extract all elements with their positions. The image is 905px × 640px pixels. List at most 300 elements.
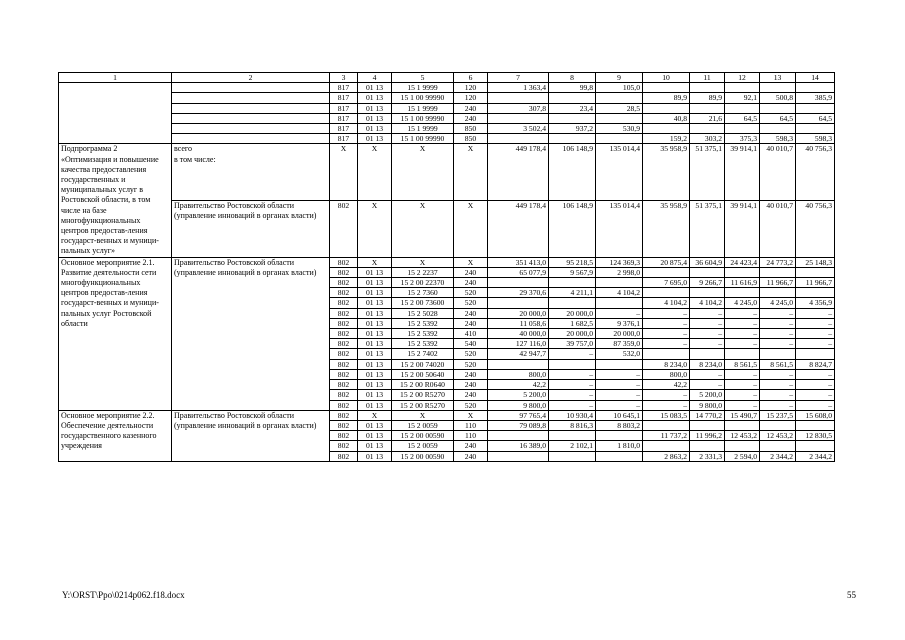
amount-cell <box>549 278 596 288</box>
amount-cell <box>488 451 549 461</box>
amount-cell: 35 958,9 <box>643 144 690 201</box>
expense-type-code: 520 <box>454 288 488 298</box>
amount-cell: 23,4 <box>549 103 596 113</box>
amount-cell: 28,5 <box>596 103 643 113</box>
target-article-code: 15 2 5392 <box>392 318 454 328</box>
amount-cell <box>549 359 596 369</box>
expense-type-code: 120 <box>454 83 488 93</box>
expense-type-code: X <box>454 201 488 258</box>
expense-type-code: 110 <box>454 431 488 441</box>
expense-type-code: 540 <box>454 339 488 349</box>
amount-cell <box>796 441 835 451</box>
section-code: X <box>358 410 392 420</box>
amount-cell <box>690 267 725 277</box>
target-article-code: 15 1 9999 <box>392 124 454 134</box>
amount-cell: – <box>760 318 796 328</box>
column-number-3: 3 <box>330 73 358 83</box>
amount-cell: 106 148,9 <box>549 201 596 258</box>
amount-cell: 40 756,3 <box>796 144 835 201</box>
column-number-13: 13 <box>760 73 796 83</box>
amount-cell: 8 234,0 <box>643 359 690 369</box>
gov-code: 802 <box>330 380 358 390</box>
amount-cell: 14 770,2 <box>690 410 725 420</box>
amount-cell: 16 389,0 <box>488 441 549 451</box>
amount-cell <box>760 124 796 134</box>
amount-cell: 12 453,2 <box>760 431 796 441</box>
expense-type-code: X <box>454 257 488 267</box>
expense-type-code: 240 <box>454 308 488 318</box>
gov-code: 817 <box>330 93 358 103</box>
gov-code: 817 <box>330 83 358 93</box>
table-row <box>59 410 835 420</box>
gov-code: 817 <box>330 134 358 144</box>
section-code: 01 13 <box>358 308 392 318</box>
amount-cell: – <box>643 400 690 410</box>
executor <box>172 124 330 134</box>
amount-cell <box>643 288 690 298</box>
target-article-code: 15 2 0059 <box>392 420 454 430</box>
amount-cell: 500,8 <box>760 93 796 103</box>
amount-cell: 4 211,1 <box>549 288 596 298</box>
amount-cell <box>690 83 725 93</box>
amount-cell: 10 645,1 <box>596 410 643 420</box>
target-article-code: 15 2 5392 <box>392 329 454 339</box>
amount-cell: 2 594,0 <box>725 451 760 461</box>
amount-cell <box>760 420 796 430</box>
expense-type-code: 240 <box>454 441 488 451</box>
amount-cell: 15 237,5 <box>760 410 796 420</box>
amount-cell: 95 218,5 <box>549 257 596 267</box>
amount-cell: 449 178,4 <box>488 144 549 201</box>
amount-cell: 97 765,4 <box>488 410 549 420</box>
amount-cell: – <box>643 308 690 318</box>
section-code: 01 13 <box>358 380 392 390</box>
gov-code: 802 <box>330 288 358 298</box>
amount-cell: 51 375,1 <box>690 201 725 258</box>
amount-cell: 9 376,1 <box>596 318 643 328</box>
amount-cell: 12 453,2 <box>725 431 760 441</box>
target-article-code: 15 2 00 74020 <box>392 359 454 369</box>
amount-cell <box>549 298 596 308</box>
amount-cell: – <box>796 339 835 349</box>
gov-code: X <box>330 144 358 201</box>
amount-cell: 24 423,4 <box>725 257 760 267</box>
section-code: 01 13 <box>358 329 392 339</box>
gov-code: 802 <box>330 390 358 400</box>
amount-cell: 9 567,9 <box>549 267 596 277</box>
gov-code: 802 <box>330 349 358 359</box>
column-number-7: 7 <box>488 73 549 83</box>
amount-cell <box>549 113 596 123</box>
section-code: 01 13 <box>358 451 392 461</box>
executor <box>172 103 330 113</box>
amount-cell: – <box>690 369 725 379</box>
amount-cell <box>596 93 643 103</box>
amount-cell: 89,9 <box>643 93 690 103</box>
amount-cell: 4 104,2 <box>690 298 725 308</box>
column-number-4: 4 <box>358 73 392 83</box>
expense-type-code: 240 <box>454 369 488 379</box>
amount-cell: 800,0 <box>488 369 549 379</box>
amount-cell: 2 102,1 <box>549 441 596 451</box>
amount-cell: 135 014,4 <box>596 201 643 258</box>
amount-cell: – <box>549 400 596 410</box>
amount-cell: – <box>760 308 796 318</box>
amount-cell: 2 331,3 <box>690 451 725 461</box>
amount-cell: 25 148,3 <box>796 257 835 267</box>
amount-cell: – <box>725 390 760 400</box>
target-article-code: 15 2 00 73600 <box>392 298 454 308</box>
amount-cell: 11 996,2 <box>690 431 725 441</box>
amount-cell: 2 344,2 <box>760 451 796 461</box>
amount-cell: 11 966,7 <box>796 278 835 288</box>
amount-cell <box>488 113 549 123</box>
amount-cell: 9 800,0 <box>690 400 725 410</box>
amount-cell: 87 359,0 <box>596 339 643 349</box>
amount-cell: 2 863,2 <box>643 451 690 461</box>
gov-code: 802 <box>330 267 358 277</box>
amount-cell: 5 200,0 <box>690 390 725 400</box>
expense-type-code: 520 <box>454 298 488 308</box>
executor <box>172 93 330 103</box>
amount-cell: 11 058,6 <box>488 318 549 328</box>
amount-cell <box>796 103 835 113</box>
amount-cell: – <box>596 369 643 379</box>
amount-cell: – <box>725 339 760 349</box>
expense-type-code: 520 <box>454 349 488 359</box>
amount-cell <box>760 83 796 93</box>
amount-cell <box>760 349 796 359</box>
amount-cell <box>549 451 596 461</box>
column-number-11: 11 <box>690 73 725 83</box>
expense-type-code: 240 <box>454 380 488 390</box>
amount-cell <box>643 103 690 113</box>
amount-cell <box>760 103 796 113</box>
amount-cell <box>796 288 835 298</box>
amount-cell: 8 824,7 <box>796 359 835 369</box>
amount-cell <box>549 134 596 144</box>
section-code: 01 13 <box>358 103 392 113</box>
column-number-10: 10 <box>643 73 690 83</box>
target-article-code: X <box>392 257 454 267</box>
target-article-code: 15 2 00 00590 <box>392 451 454 461</box>
target-article-code: 15 2 00 R5270 <box>392 390 454 400</box>
expense-type-code: 240 <box>454 267 488 277</box>
target-article-code: 15 2 5392 <box>392 339 454 349</box>
amount-cell: 106 148,9 <box>549 144 596 201</box>
table-row <box>59 103 835 113</box>
target-article-code: 15 1 00 99990 <box>392 134 454 144</box>
target-article-code: 15 2 2237 <box>392 267 454 277</box>
column-number-5: 5 <box>392 73 454 83</box>
amount-cell: 64,5 <box>725 113 760 123</box>
amount-cell <box>690 288 725 298</box>
gov-code: 802 <box>330 420 358 430</box>
program-name: Основное мероприятие 2.1. Развитие деятельности сети многофункциональных центров предостав-ления государст-венных и муници-пальных услуг Ростовской области <box>59 257 172 410</box>
amount-cell <box>725 124 760 134</box>
amount-cell: – <box>760 329 796 339</box>
gov-code: 802 <box>330 329 358 339</box>
section-code: 01 13 <box>358 267 392 277</box>
section-code: 01 13 <box>358 390 392 400</box>
expense-type-code: X <box>454 144 488 201</box>
expense-type-code: 240 <box>454 113 488 123</box>
amount-cell: 307,8 <box>488 103 549 113</box>
table-row <box>59 134 835 144</box>
gov-code: 802 <box>330 451 358 461</box>
column-number-14: 14 <box>796 73 835 83</box>
amount-cell: – <box>643 390 690 400</box>
budget-table <box>58 72 835 462</box>
program-name: Основное мероприятие 2.2. Обеспечение деятельности государственного казенного учреждения <box>59 410 172 461</box>
amount-cell: 4 245,0 <box>725 298 760 308</box>
expense-type-code: 520 <box>454 359 488 369</box>
amount-cell: 4 104,2 <box>643 298 690 308</box>
amount-cell: – <box>796 380 835 390</box>
amount-cell: – <box>725 380 760 390</box>
amount-cell: – <box>596 380 643 390</box>
amount-cell <box>643 349 690 359</box>
amount-cell: 4 245,0 <box>760 298 796 308</box>
amount-cell <box>643 420 690 430</box>
table-row <box>59 124 835 134</box>
target-article-code: 15 2 7402 <box>392 349 454 359</box>
amount-cell: 40 756,3 <box>796 201 835 258</box>
amount-cell: – <box>796 308 835 318</box>
amount-cell: 3 502,4 <box>488 124 549 134</box>
amount-cell <box>596 451 643 461</box>
amount-cell: 530,9 <box>596 124 643 134</box>
header-row <box>59 73 835 83</box>
amount-cell <box>796 349 835 359</box>
program-name <box>59 83 172 144</box>
amount-cell <box>488 298 549 308</box>
target-article-code: 15 1 9999 <box>392 103 454 113</box>
expense-type-code: 110 <box>454 420 488 430</box>
executor <box>172 83 330 93</box>
amount-cell: 1 810,0 <box>596 441 643 451</box>
amount-cell: 89,9 <box>690 93 725 103</box>
section-code: 01 13 <box>358 359 392 369</box>
amount-cell: 8 234,0 <box>690 359 725 369</box>
gov-code: 802 <box>330 431 358 441</box>
amount-cell: 8 561,5 <box>725 359 760 369</box>
amount-cell <box>690 103 725 113</box>
amount-cell: 99,8 <box>549 83 596 93</box>
amount-cell: 449 178,4 <box>488 201 549 258</box>
section-code: X <box>358 201 392 258</box>
amount-cell: 375,3 <box>725 134 760 144</box>
amount-cell <box>760 288 796 298</box>
amount-cell: 9 266,7 <box>690 278 725 288</box>
executor <box>172 113 330 123</box>
section-code: 01 13 <box>358 339 392 349</box>
amount-cell <box>796 267 835 277</box>
amount-cell: 40,8 <box>643 113 690 123</box>
amount-cell: 79 089,8 <box>488 420 549 430</box>
executor <box>172 134 330 144</box>
section-code: 01 13 <box>358 113 392 123</box>
amount-cell: 351 413,0 <box>488 257 549 267</box>
executor: Правительство Ростовской области (управление инноваций в органах власти) <box>172 201 330 258</box>
amount-cell: – <box>690 339 725 349</box>
expense-type-code: 850 <box>454 124 488 134</box>
amount-cell: 2 344,2 <box>796 451 835 461</box>
amount-cell: – <box>643 339 690 349</box>
amount-cell <box>760 267 796 277</box>
expense-type-code: 520 <box>454 400 488 410</box>
program-name: Подпрограмма 2 «Оптимизация и повышение качества предоставления государственных и муниципальных услуг в Ростовской области, в том числе на базе многофункциональных центров предостав-ления государст-венных и муници-пальных услуг» <box>59 144 172 257</box>
target-article-code: 15 2 5028 <box>392 308 454 318</box>
amount-cell <box>690 124 725 134</box>
amount-cell: 21,6 <box>690 113 725 123</box>
gov-code: 802 <box>330 400 358 410</box>
amount-cell: 29 370,6 <box>488 288 549 298</box>
section-code: 01 13 <box>358 431 392 441</box>
target-article-code: 15 1 00 99990 <box>392 113 454 123</box>
section-code: 01 13 <box>358 441 392 451</box>
amount-cell: 20 000,0 <box>596 329 643 339</box>
amount-cell: 800,0 <box>643 369 690 379</box>
target-article-code: X <box>392 201 454 258</box>
amount-cell: – <box>760 369 796 379</box>
section-code: 01 13 <box>358 400 392 410</box>
section-code: 01 13 <box>358 278 392 288</box>
amount-cell: – <box>596 400 643 410</box>
expense-type-code: 850 <box>454 134 488 144</box>
amount-cell: – <box>690 308 725 318</box>
amount-cell <box>596 359 643 369</box>
table-row <box>59 201 835 258</box>
amount-cell <box>690 420 725 430</box>
amount-cell: 15 083,5 <box>643 410 690 420</box>
amount-cell: – <box>725 318 760 328</box>
amount-cell: 9 800,0 <box>488 400 549 410</box>
column-number-12: 12 <box>725 73 760 83</box>
amount-cell: – <box>796 400 835 410</box>
amount-cell <box>725 267 760 277</box>
amount-cell: 39 914,1 <box>725 144 760 201</box>
amount-cell: – <box>690 318 725 328</box>
expense-type-code: 240 <box>454 451 488 461</box>
amount-cell: 36 604,9 <box>690 257 725 267</box>
amount-cell: 39 914,1 <box>725 201 760 258</box>
amount-cell: 42,2 <box>488 380 549 390</box>
amount-cell: – <box>549 380 596 390</box>
section-code: X <box>358 144 392 201</box>
target-article-code: 15 2 00 00590 <box>392 431 454 441</box>
amount-cell: – <box>796 329 835 339</box>
amount-cell: 5 200,0 <box>488 390 549 400</box>
amount-cell: 532,0 <box>596 349 643 359</box>
amount-cell: 24 773,2 <box>760 257 796 267</box>
amount-cell <box>596 278 643 288</box>
amount-cell: – <box>596 308 643 318</box>
expense-type-code: 240 <box>454 390 488 400</box>
amount-cell: 15 608,0 <box>796 410 835 420</box>
amount-cell: – <box>643 329 690 339</box>
amount-cell: 11 737,2 <box>643 431 690 441</box>
gov-code: 802 <box>330 359 358 369</box>
section-code: 01 13 <box>358 93 392 103</box>
amount-cell: 20 000,0 <box>549 308 596 318</box>
executor: Правительство Ростовской области (управление инноваций в органах власти) <box>172 257 330 410</box>
gov-code: 802 <box>330 339 358 349</box>
table-row <box>59 93 835 103</box>
amount-cell <box>488 93 549 103</box>
target-article-code: 15 1 00 99990 <box>392 93 454 103</box>
amount-cell: – <box>760 400 796 410</box>
column-number-1: 1 <box>59 73 172 83</box>
amount-cell: 598,3 <box>760 134 796 144</box>
expense-type-code: 410 <box>454 329 488 339</box>
amount-cell: 135 014,4 <box>596 144 643 201</box>
target-article-code: 15 2 00 R0640 <box>392 380 454 390</box>
column-number-8: 8 <box>549 73 596 83</box>
amount-cell: 20 000,0 <box>549 329 596 339</box>
target-article-code: 15 2 00 22370 <box>392 278 454 288</box>
gov-code: 802 <box>330 410 358 420</box>
amount-cell <box>725 420 760 430</box>
amount-cell <box>643 441 690 451</box>
gov-code: 802 <box>330 201 358 258</box>
amount-cell: 40 000,0 <box>488 329 549 339</box>
amount-cell: 598,3 <box>796 134 835 144</box>
amount-cell: – <box>549 349 596 359</box>
amount-cell: 39 757,0 <box>549 339 596 349</box>
section-code: 01 13 <box>358 83 392 93</box>
gov-code: 802 <box>330 369 358 379</box>
amount-cell: – <box>760 339 796 349</box>
amount-cell <box>549 431 596 441</box>
expense-type-code: 240 <box>454 278 488 288</box>
amount-cell <box>725 441 760 451</box>
amount-cell: 159,2 <box>643 134 690 144</box>
amount-cell <box>796 83 835 93</box>
amount-cell: 42 947,7 <box>488 349 549 359</box>
document-path: Y:\ORST\Ppo\0214p062.f18.docx <box>62 590 185 600</box>
target-article-code: 15 2 00 R5270 <box>392 400 454 410</box>
amount-cell <box>725 83 760 93</box>
amount-cell <box>488 431 549 441</box>
amount-cell: 937,2 <box>549 124 596 134</box>
amount-cell: 1 682,5 <box>549 318 596 328</box>
amount-cell: – <box>690 380 725 390</box>
amount-cell: 105,0 <box>596 83 643 93</box>
amount-cell: 65 077,9 <box>488 267 549 277</box>
amount-cell: – <box>643 318 690 328</box>
amount-cell: 51 375,1 <box>690 144 725 201</box>
page-number: 55 <box>847 590 856 600</box>
amount-cell <box>643 267 690 277</box>
amount-cell: – <box>725 308 760 318</box>
target-article-code: 15 1 9999 <box>392 83 454 93</box>
amount-cell: 64,5 <box>760 113 796 123</box>
section-code: 01 13 <box>358 318 392 328</box>
amount-cell: – <box>725 329 760 339</box>
target-article-code: X <box>392 144 454 201</box>
amount-cell <box>643 83 690 93</box>
gov-code: 802 <box>330 298 358 308</box>
table-row <box>59 113 835 123</box>
amount-cell: – <box>760 380 796 390</box>
amount-cell <box>643 124 690 134</box>
amount-cell: – <box>725 369 760 379</box>
amount-cell <box>725 288 760 298</box>
amount-cell: 15 490,7 <box>725 410 760 420</box>
amount-cell: 124 369,3 <box>596 257 643 267</box>
amount-cell <box>596 113 643 123</box>
